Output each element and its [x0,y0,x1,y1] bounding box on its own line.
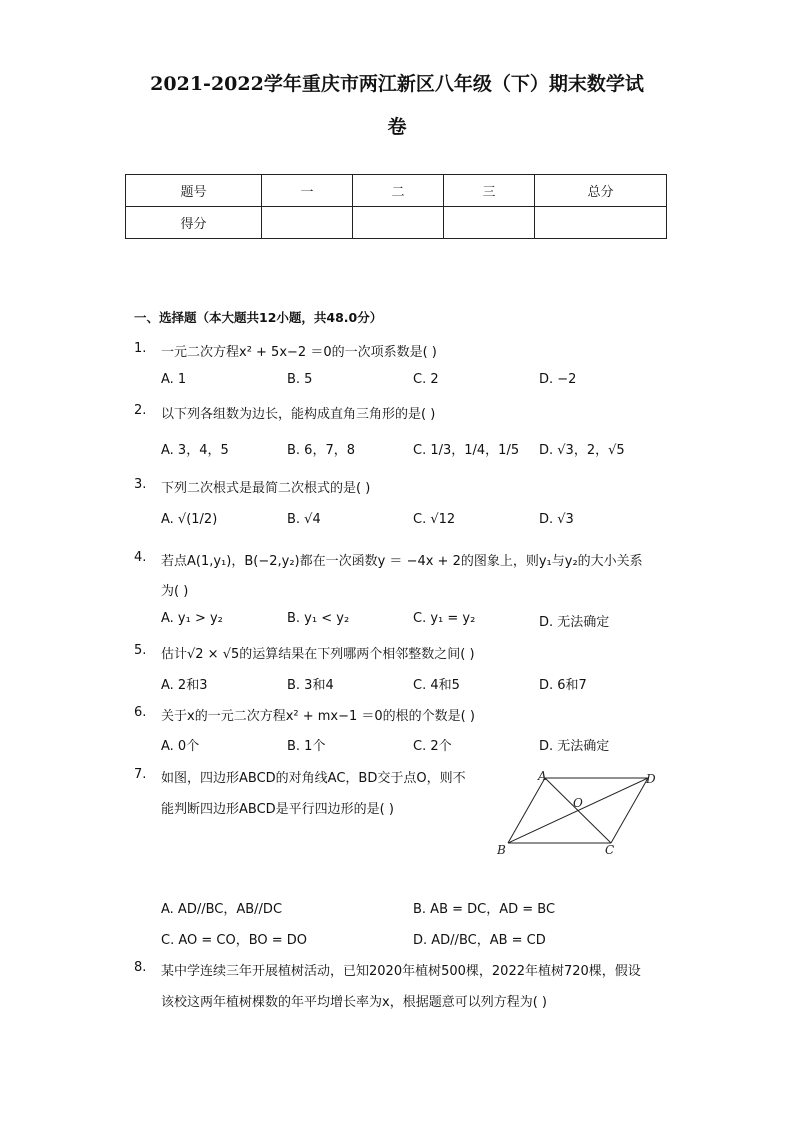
option-d: D. √3，2，√5 [539,443,625,458]
option-a: A. 1 [161,372,187,387]
option-b: B. y₁ < y₂ [287,611,350,626]
vertex-label-d: D [646,772,656,786]
score-cell [444,207,535,239]
option-d: D. 6和7 [539,678,587,693]
question-8-continuation: 该校这两年植树棵数的年平均增长率为x，根据题意可以列方程为( ) [161,995,547,1010]
page-title-line1: 2021-2022学年重庆市两江新区八年级（下）期末数学试 [150,73,644,95]
question-stem: 一元二次方程x² + 5x−2 ＝0的一次项系数是( ) [161,345,437,360]
option-a: A. √(1/2) [161,512,218,527]
segment-ab [508,778,545,843]
option-a: A. 2和3 [161,678,208,693]
question-number: 8. [134,960,147,975]
option-d: D. −2 [539,372,577,387]
score-table-score-row [126,207,667,239]
question-number: 2. [134,403,147,418]
score-cell [353,207,444,239]
score-header-cell: 三 [444,175,535,207]
option-d: D. 无法确定 [539,615,610,630]
option-d: D. 无法确定 [539,739,610,754]
option-c: C. 4和5 [413,678,460,693]
vertex-label-c: C [605,843,615,857]
page-title-line2: 卷 [387,116,407,138]
question-stem: 下列二次根式是最简二次根式的是( ) [161,481,371,496]
question-stem: 关于x的一元二次方程x² + mx−1 ＝0的根的个数是( ) [161,709,475,724]
question-number: 6. [134,705,147,720]
option-d: D. √3 [539,512,574,527]
section-heading: 一、选择题（本大题共12小题，共48.0分） [134,310,383,325]
question-stem: 以下列各组数为边长，能构成直角三角形的是( ) [161,407,436,422]
diagonal-bd [508,778,648,843]
score-cell [535,207,667,239]
option-b: B. 1个 [287,739,326,754]
option-b: B. AB = DC，AD = BC [413,902,556,917]
question-stem: 某中学连续三年开展植树活动，已知2020年植树500棵，2022年植树720棵，假设 [161,964,641,979]
score-header-cell: 一 [262,175,353,207]
option-c: C. 2个 [413,739,452,754]
option-c: C. 1/3，1/4，1/5 [413,443,520,458]
option-c: C. √12 [413,512,456,527]
question-stem: 若点A(1,y₁)，B(−2,y₂)都在一次函数y ＝ −4x + 2的图象上，则y₁与y₂的大小关系 [161,554,643,569]
option-b: B. 3和4 [287,678,334,693]
score-header-cell: 题号 [126,175,262,207]
segment-cd [611,778,648,843]
parallelogram-figure [493,766,673,862]
question-stem: 估计√2 × √5的运算结果在下列哪两个相邻整数之间( ) [161,647,475,662]
score-row-label: 得分 [126,207,262,239]
option-a: A. AD//BC，AB//DC [161,902,283,917]
score-header-cell: 总分 [535,175,667,207]
option-c: C. AO = CO，BO = DO [161,933,308,948]
score-table [125,174,667,239]
question-4-continuation: 为( ) [161,584,189,599]
option-c: C. 2 [413,372,439,387]
question-number: 5. [134,643,147,658]
question-number: 4. [134,550,147,565]
vertex-label-b: B [497,843,506,857]
vertex-label-a: A [538,769,547,783]
vertex-label-o: O [573,796,583,810]
question-7-continuation: 能判断四边形ABCD是平行四边形的是( ) [161,802,394,817]
question-number: 1. [134,341,147,356]
question-stem: 如图，四边形ABCD的对角线AC，BD交于点O，则不 [161,771,466,786]
option-a: A. 3，4，5 [161,443,229,458]
option-a: A. y₁ > y₂ [161,611,223,626]
option-b: B. 6，7，8 [287,443,355,458]
score-header-cell: 二 [353,175,444,207]
score-table-header-row [126,175,667,207]
option-c: C. y₁ = y₂ [413,611,476,626]
option-d: D. AD//BC，AB = CD [413,933,546,948]
question-number: 3. [134,477,147,492]
question-number: 7. [134,767,147,782]
option-b: B. √4 [287,512,321,527]
option-a: A. 0个 [161,739,200,754]
score-cell [262,207,353,239]
option-b: B. 5 [287,372,313,387]
